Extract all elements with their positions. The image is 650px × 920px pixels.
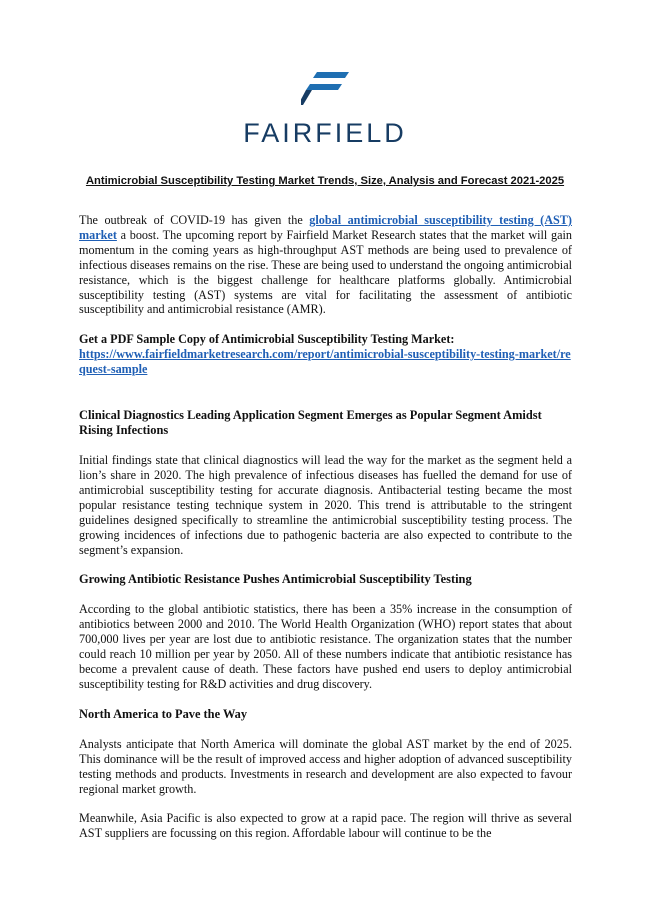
section-heading: North America to Pave the Way <box>79 706 248 721</box>
sample-request <box>79 332 572 377</box>
intro-text-before: The outbreak of COVID-19 has given the <box>79 213 310 227</box>
section-paragraph: According to the global antibiotic statistics, there has been a 35% increase in the consumption of antibiotics between 2000 and 2010. The World Health Organization (WHO) report states that about 700,000 lives per year are lost due to antibiotic resistance. The organization states that the number could reach 10 million per year by 2050. All of these numbers indicate that antibiotic resistance has become a prevalent cause of death. These factors have pushed end users to deploy antimicrobial susceptibility testing for R&D activities and drug discovery. <box>79 602 572 691</box>
section-paragraph: Initial findings state that clinical diagnostics will lead the way for the market as the segment held a lion’s share in 2020. The high prevalence of infectious diseases has fuelled the demand for use of antimicrobial susceptibility testing for accurate diagnosis. Antibacterial testing became the most popular resistance testing technique system in 2020. This trend is attributable to the stringent guidelines designed specifically to streamline the antimicrobial susceptibility testing process. The growing incidences of infections due to pathogenic bacteria are also expected to contribute to the segment’s expansion. <box>79 453 572 557</box>
section-paragraph: Analysts anticipate that North America will dominate the global AST market by the end of 2025. This dominance will be the result of improved access and higher adoption of advanced susceptibility testing methods and products. Investments in research and development are also expected to favour regional market growth. <box>79 736 572 796</box>
sample-heading: Get a PDF Sample Copy of Antimicrobial Susceptibility Testing Market: <box>79 332 455 347</box>
document-title: Antimicrobial Susceptibility Testing Market Trends, Size, Analysis and Forecast 2021-2025 <box>85 175 565 187</box>
section-heading: Clinical Diagnostics Leading Application Segment Emerges as Popular Segment Amidst Rising Infections <box>79 408 542 438</box>
sample-url-link[interactable]: https://www.fairfieldmarketresearch.com/report/antimicrobial-susceptibility-testing-market/request-sample <box>79 347 571 377</box>
document-body <box>79 213 572 856</box>
market-link[interactable]: global antimicrobial susceptibility testing (AST) market <box>79 213 572 242</box>
section-heading: Growing Antibiotic Resistance Pushes Antimicrobial Susceptibility Testing <box>79 572 472 587</box>
intro-text-after: a boost. The upcoming report by Fairfield Market Research states that the market will gain momentum in the coming years as high-throughput AST methods are being used to prevalence of infectious diseases remains on the rise. These are being used to understand the ongoing antimicrobial resistance, which is the biggest challenge for healthcare platforms globally. Antimicrobial susceptibility testing (AST) systems are vital for facilitating the assessment of antibiotic susceptibility and antimicrobial resistance (AMR). <box>79 227 572 317</box>
fairfield-logo-icon <box>301 72 349 106</box>
intro-paragraph <box>79 213 572 317</box>
brand-name: FAIRFIELD <box>243 118 407 148</box>
fairfield-logo <box>0 72 650 149</box>
section-paragraph: Meanwhile, Asia Pacific is also expected to grow at a rapid pace. The region will thrive as several AST suppliers are focussing on this region. Affordable labour will continue to be the <box>79 811 572 841</box>
